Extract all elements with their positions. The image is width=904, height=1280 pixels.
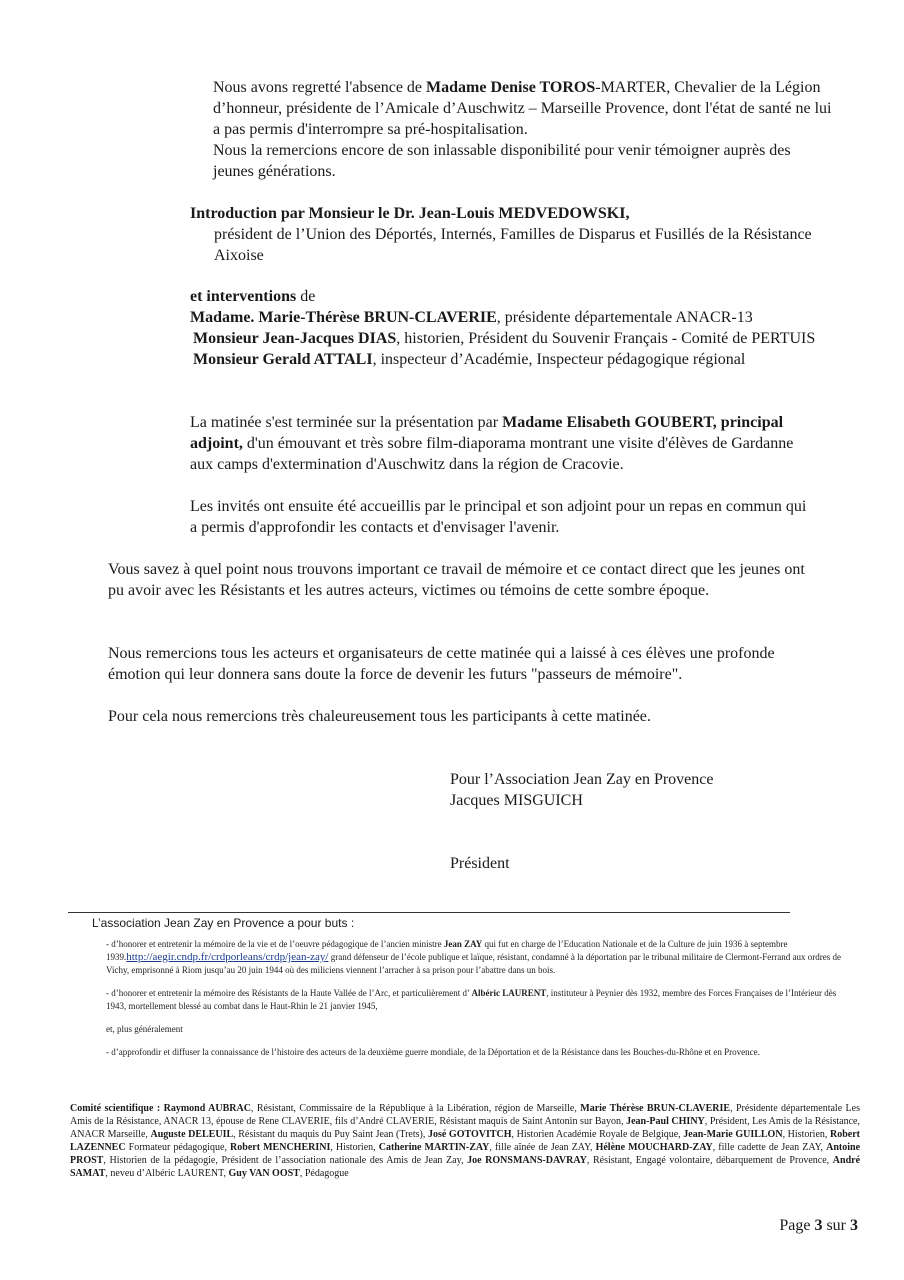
speaker-3 — [190, 349, 840, 370]
lead-text: de — [296, 288, 316, 305]
signature-block — [450, 769, 810, 874]
text: grand défenseur de l’école publique et laïque, résistant, condamné à la déportation par le tribunal militaire de Clermont-Ferrand aux ordres de Vichy, emprisonné à Riom jusqu’au 20 juin 1944 où des miliciens viennent l’arracher à sa prison pour l’abattre dans un bois. — [106, 952, 842, 975]
speaker-role: , présidente départementale ANACR-13 — [496, 309, 753, 326]
text: Nous la remercions encore de son inlassable disponibilité pour venir témoigner auprès des jeunes générations. — [213, 142, 791, 180]
text: , instituteur à Peynier dès 1932, membre des Forces Françaises de l’Intérieur dès 1943, mortellement blessé au combat dans le Haut-Rhin le 21 janvier 1945, — [106, 988, 837, 1011]
text: - d’honorer et entretenir la mémoire de la vie et de l’oeuvre pédagogique de l’ancien ministre — [106, 939, 444, 949]
member-name: Auguste DELEUIL — [150, 1129, 234, 1140]
member-role: , Présidente départementale Les Amis de la Résistance, ANACR 13, épouse de Rene CLAVERIE, fils d’André CLAVERIE, Résistant maquis de Saint Antonin sur Bayon, — [70, 1103, 860, 1127]
paragraph-toros-absence — [213, 77, 833, 182]
member-name: Catherine MARTIN-ZAY — [378, 1142, 490, 1153]
name-bold: Madame Elisabeth GOUBERT, principal adjoint, — [190, 414, 784, 452]
member-name: Antoine PROST — [70, 1142, 861, 1166]
footer-separator — [68, 912, 790, 913]
committee-label: Comité scientifique : — [70, 1103, 161, 1114]
signature-name: Jacques MISGUICH — [450, 792, 583, 809]
speaker-role: , historien, Président du Souvenir Français - Comité de PERTUIS — [396, 330, 816, 347]
member-name: Raymond AUBRAC — [163, 1103, 251, 1114]
text: qui fut en charge de l’Education Nationale et de la Culture de juin 1936 à septembre 1939. — [106, 939, 788, 962]
text: La matinée s'est terminée sur la présentation par — [190, 414, 503, 431]
goal-generally: et, plus généralement — [106, 1024, 183, 1034]
paragraph-vous-savez: Vous savez à quel point nous trouvons important ce travail de mémoire et ce contact direct que les jeunes ont pu avoir avec les Résistants et les autres acteurs, victimes ou témoins de cette sombre époque. — [108, 561, 805, 599]
speaker-1 — [190, 307, 840, 328]
interventions-block — [190, 286, 840, 370]
goal-knowledge: - d’approfondir et diffuser la connaissance de l’histoire des acteurs de la deuxième guerre mondiale, de la Déportation et de la Résistance dans les Bouches-du-Rhône et en Provence. — [106, 1047, 760, 1057]
member-role: , neveu d’Albéric LAURENT, — [105, 1168, 229, 1179]
member-role: , Résistant, Engagé volontaire, débarquement de Provence, — [586, 1155, 833, 1166]
page-total: 3 — [850, 1217, 858, 1234]
member-role: , Historien de la pédagogie, Président de l’association nationale des Amis de Jean Zay, — [103, 1155, 468, 1166]
member-name: Jean-Paul CHINY — [626, 1116, 705, 1127]
goal-resistants — [92, 987, 852, 1013]
paragraph-invites: Les invités ont ensuite été accueillis par le principal et son adjoint pour un repas en commun qui a permis d'approfondir les contacts et d'envisager l'avenir. — [190, 498, 807, 536]
paragraph-pour-cela: Pour cela nous remercions très chaleureusement tous les participants à cette matinée. — [108, 708, 651, 725]
member-name: Robert MENCHERINI — [230, 1142, 331, 1153]
member-name: Guy VAN OOST — [228, 1168, 300, 1179]
name-bold: Madame Denise TOROS — [426, 79, 596, 96]
page-current: 3 — [814, 1217, 823, 1234]
member-name: Hélène MOUCHARD-ZAY — [595, 1142, 713, 1153]
member-role: , Président, Les Amis de la Résistance, ANACR Marseille, — [70, 1116, 860, 1140]
introduction-heading: Introduction par Monsieur le Dr. Jean-Louis MEDVEDOWSKI, — [190, 205, 630, 222]
name-bold: Albéric LAURENT — [471, 988, 547, 998]
text: d'un émouvant et très sobre film-diaporama montrant une visite d'élèves de Gardanne aux camps d'extermination d'Auschwitz dans la région de Cracovie. — [190, 435, 794, 473]
jean-zay-link[interactable]: http://aegir.cndp.fr/crdporleans/crdp/jean-zay/ — [126, 951, 329, 963]
member-name: André SAMAT — [70, 1155, 861, 1179]
speaker-role: , inspecteur d’Académie, Inspecteur pédagogique régional — [372, 351, 746, 368]
scientific-committee — [70, 1102, 860, 1180]
page-middle: sur — [822, 1217, 850, 1234]
speaker-name: Madame. Marie-Thérèse BRUN-CLAVERIE — [190, 309, 497, 326]
text: - d’honorer et entretenir la mémoire des Résistants de la Haute Vallée de l’Arc, et particulièrement d’ — [106, 988, 472, 998]
introduction-block — [190, 203, 830, 266]
footer-goals — [92, 915, 852, 1059]
member-name: Jean-Marie GUILLON — [683, 1129, 783, 1140]
member-role: , Résistant, Commissaire de la République à la Libération, région de Marseille, — [250, 1103, 581, 1114]
member-role: , Résistant du maquis du Puy Saint Jean (Trets), — [233, 1129, 428, 1140]
member-role: Formateur pédagogique, — [125, 1142, 231, 1153]
speaker-name: Monsieur Jean-Jacques DIAS — [193, 330, 397, 347]
lead-bold: et interventions — [190, 288, 297, 305]
member-name: José GOTOVITCH — [427, 1129, 512, 1140]
page-prefix: Page — [779, 1217, 815, 1234]
member-name: Joe RONSMANS-DAVRAY — [467, 1155, 587, 1166]
member-role: , fille cadette de Jean ZAY, — [712, 1142, 827, 1153]
goal-jean-zay — [92, 938, 852, 977]
signature-title: Président — [450, 855, 510, 872]
footer-heading: L’association Jean Zay en Provence a pour buts : — [92, 916, 355, 930]
name-bold: Jean ZAY — [443, 939, 483, 949]
member-name: Marie Thérèse BRUN-CLAVERIE — [580, 1103, 731, 1114]
member-role: , Historien, — [782, 1129, 831, 1140]
paragraph-remercions: Nous remercions tous les acteurs et organisateurs de cette matinée qui a laissé à ces élèves une profonde émotion qui leur donnera sans doute la force de devenir les futurs "passeurs de mémoire". — [108, 645, 775, 683]
text: -MARTER, Chevalier de la Légion d’honneur, présidente de l’Amicale d’Auschwitz – Marseille Provence, dont l'état de santé ne lui a pas permis d'interrompre sa pré-hospitalisation. — [213, 79, 832, 138]
member-role: , Historien, — [330, 1142, 379, 1153]
text: Nous avons regretté l'absence de — [213, 79, 427, 96]
interventions-lead — [190, 286, 840, 307]
member-role: , Pédagogue — [299, 1168, 349, 1179]
speaker-2 — [190, 328, 823, 349]
signature-association: Pour l’Association Jean Zay en Provence — [450, 771, 714, 788]
member-role: , Historien Académie Royale de Belgique, — [511, 1129, 684, 1140]
page-number — [779, 1216, 858, 1236]
introduction-text: président de l’Union des Déportés, Internés, Familles de Disparus et Fusillés de la Résistance Aixoise — [214, 226, 812, 264]
member-name: Robert LAZENNEC — [70, 1129, 861, 1153]
paragraph-matinee — [190, 412, 820, 475]
speaker-name: Monsieur Gerald ATTALI — [193, 351, 373, 368]
member-role: , fille aînée de Jean ZAY, — [489, 1142, 596, 1153]
